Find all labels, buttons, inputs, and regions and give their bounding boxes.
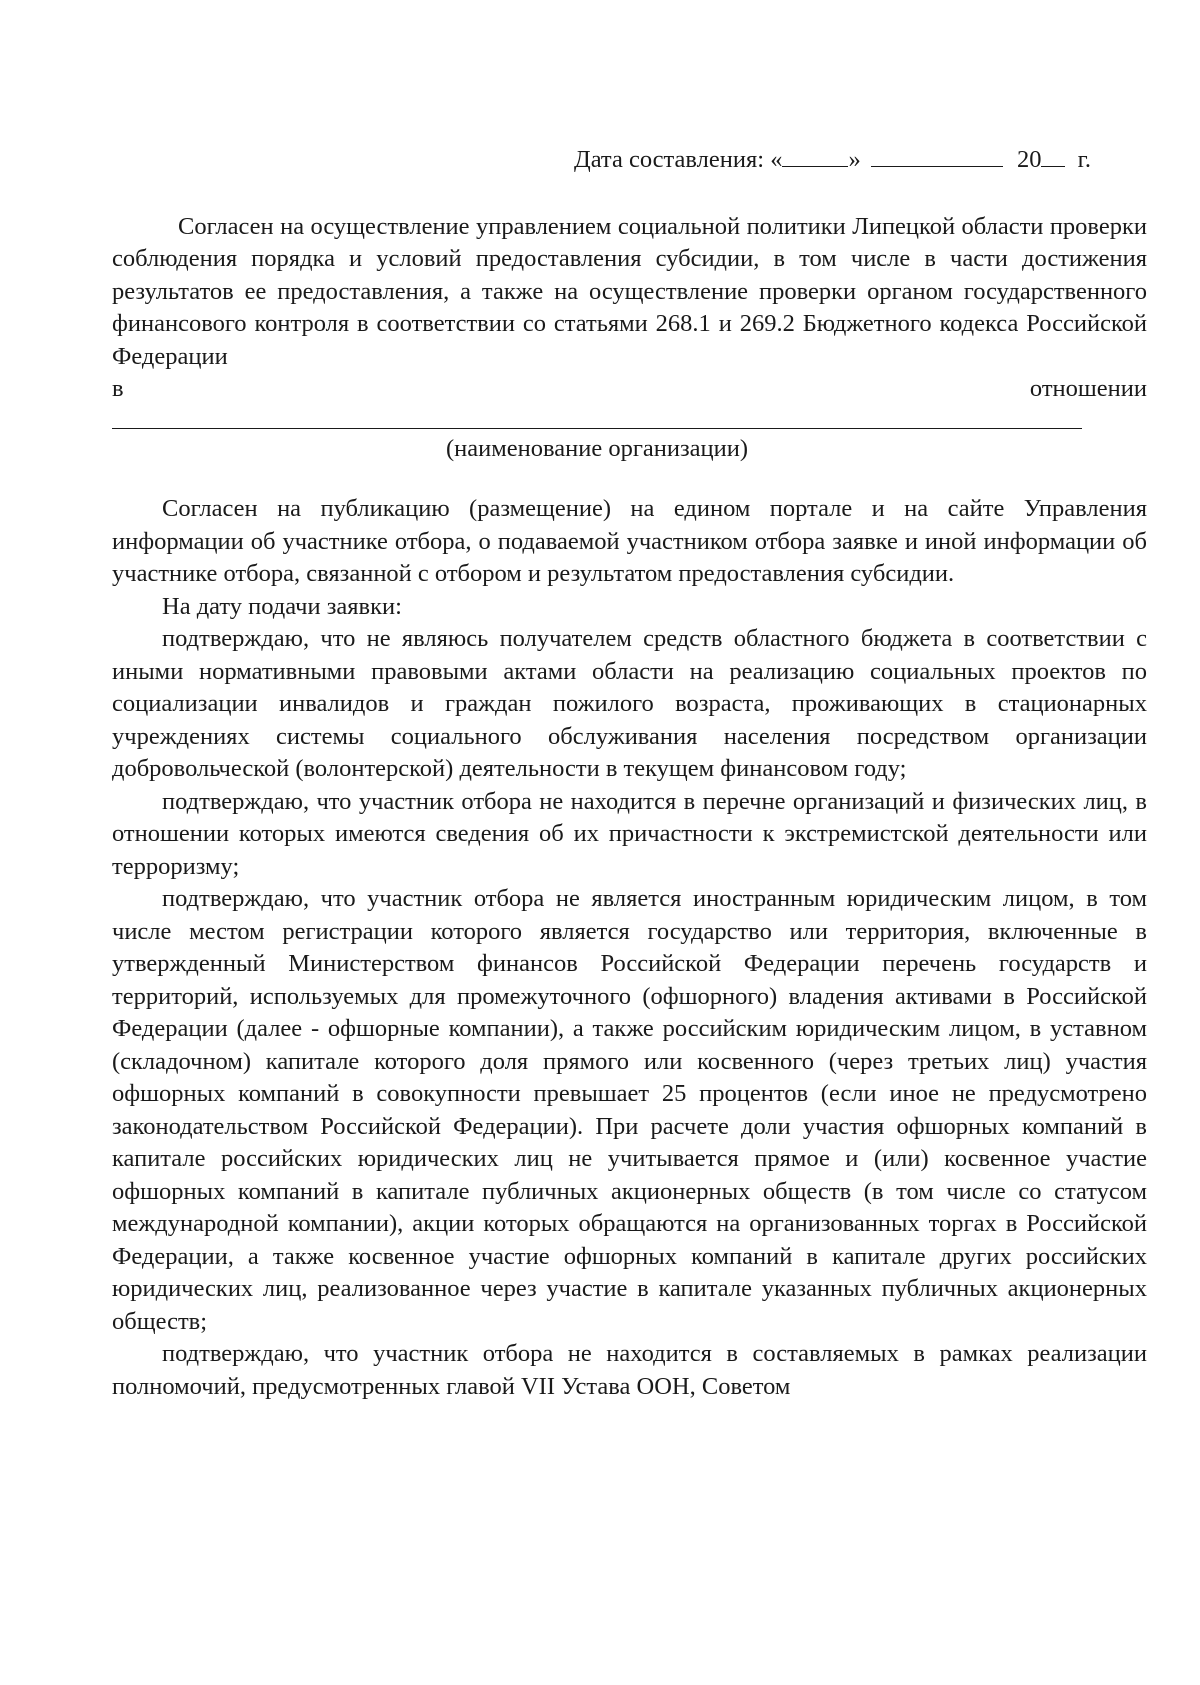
year-blank xyxy=(1041,142,1065,167)
confirmation-paragraph: подтверждаю, что участник отбора не находится в перечне организаций и физических лиц, в отношении которых имеются сведения об их причастности к экстремистской деятельности или терроризму; xyxy=(112,787,1147,880)
year-prefix: 20 xyxy=(1016,146,1042,173)
organization-name-caption: (наименование организации) xyxy=(445,434,749,462)
consent-control-last-left: в xyxy=(112,375,124,402)
consent-control-last-line xyxy=(112,373,1147,406)
date-label: Дата составления: « xyxy=(573,146,783,173)
compilation-date-line xyxy=(112,142,1147,177)
day-blank xyxy=(782,142,848,167)
date-close-quote: » xyxy=(848,146,861,173)
organization-name-line xyxy=(112,428,1082,429)
confirmation-paragraph: подтверждаю, что участник отбора не находится в составляемых в рамках реализации полномочий, предусмотренных главой VII Устава ООН, Советом xyxy=(112,1340,1147,1400)
year-suffix: г. xyxy=(1077,146,1091,173)
consent-control-paragraph: Согласен на осуществление управлением социальной политики Липецкой области проверки соблюдения порядка и условий предоставления субсидии, в том числе в части достижения результатов ее предоставления, а также на осуществление проверки органом государственного финансового контроля в соответствии со статьями 268.1 и 269.2 Бюджетного кодекса Российской Федерации xyxy=(112,212,1147,370)
consent-control-last-right: отношении xyxy=(1029,375,1147,402)
document-body xyxy=(112,142,1147,1403)
month-blank xyxy=(871,142,1003,167)
confirmation-paragraph: подтверждаю, что не являюсь получателем средств областного бюджета в соответствии с иными нормативными правовыми актами области на реализацию социальных проектов по социализации инвалидов и граждан пожилого возраста, проживающих в стационарных учреждениях системы социального обслуживания населения посредством организации добровольческой (волонтерской) деятельности в текущем финансовом году; xyxy=(112,625,1147,782)
confirmation-paragraph: подтверждаю, что участник отбора не является иностранным юридическим лицом, в том числе местом регистрации которого является государство или территория, включенные в утвержденный Министерством финансов Российской Федерации перечень государств и территорий, используемых для промежуточного (офшорного) владения активами в Российской Федерации (далее - офшорные компании), а также российским юридическим лицом, в уставном (складочном) капитале которого доля прямого или косвенного (через третьих лиц) участия офшорных компаний в совокупности превышает 25 процентов (если иное не предусмотрено законодательством Российской Федерации). При расчете доли участия офшорных компаний в капитале российских юридических лиц не учитывается прямое и (или) косвенное участие офшорных компаний в капитале публичных акционерных обществ (в том числе со статусом международной компании), акции которых обращаются на организованных торгах в Российской Федерации, а также косвенное участие офшорных компаний в капитале других российских юридических лиц, реализованное через участие в капитале указанных публичных акционерных обществ; xyxy=(112,885,1147,1335)
consent-publication-paragraph: Согласен на публикацию (размещение) на едином портале и на сайте Управления информации об участнике отбора, о подаваемой участником отбора заявке и иной информации об участнике отбора, связанной с отбором и результатом предоставления субсидии. xyxy=(112,495,1147,587)
submission-date-line: На дату подачи заявки: xyxy=(162,592,402,620)
